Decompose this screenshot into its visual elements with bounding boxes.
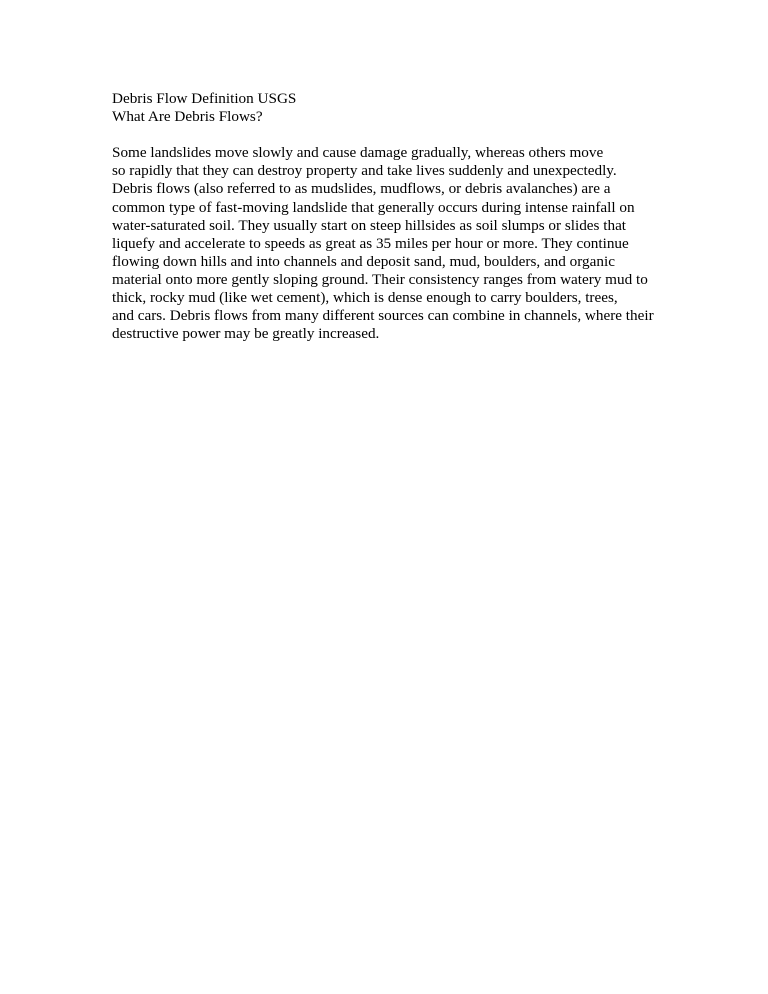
- paragraph-line: Some landslides move slowly and cause damage gradually, whereas others move: [112, 144, 604, 162]
- paragraph-line: flowing down hills and into channels and deposit sand, mud, boulders, and organic: [112, 252, 615, 270]
- paragraph-line: liquefy and accelerate to speeds as great as 35 miles per hour or more. They continue: [112, 234, 629, 252]
- document-body: [112, 90, 692, 343]
- paragraph-line: Debris flows (also referred to as mudslides, mudflows, or debris avalanches) are a: [112, 180, 611, 198]
- paragraph-line: so rapidly that they can destroy property and take lives suddenly and unexpectedly.: [112, 162, 617, 180]
- paragraph-line: material onto more gently sloping ground. Their consistency ranges from watery mud to: [112, 270, 648, 288]
- paragraph-line: and cars. Debris flows from many different sources can combine in channels, where their: [112, 307, 654, 325]
- paragraph-line: water-saturated soil. They usually start on steep hillsides as soil slumps or slides that: [112, 216, 627, 234]
- paragraph-spacer: [112, 126, 692, 144]
- paragraph: [112, 144, 692, 343]
- paragraph-line: thick, rocky mud (like wet cement), which is dense enough to carry boulders, trees,: [112, 289, 618, 307]
- paragraph-line: common type of fast-moving landslide that generally occurs during intense rainfall on: [112, 198, 635, 216]
- document-title: Debris Flow Definition USGS: [112, 90, 297, 107]
- document-subtitle: What Are Debris Flows?: [112, 108, 263, 126]
- paragraph-line: destructive power may be greatly increased.: [112, 325, 380, 343]
